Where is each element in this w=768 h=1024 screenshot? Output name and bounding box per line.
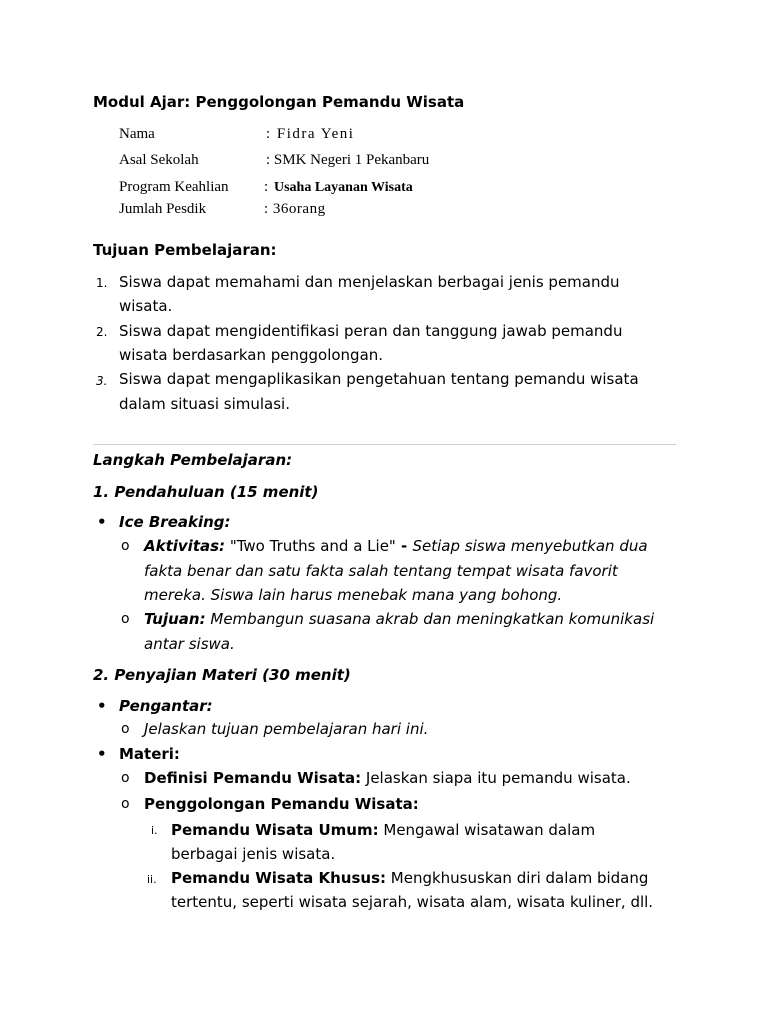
aktivitas-text-1: Setiap siswa menyebutkan dua	[412, 537, 648, 555]
bullet-icon: •	[97, 513, 107, 531]
info-value-sekolah: : SMK Negeri 1 Pekanbaru	[266, 152, 430, 168]
section1-heading: 1. Pendahuluan (15 menit)	[93, 483, 319, 501]
aktivitas-dash: -	[395, 537, 413, 555]
umum-line1	[171, 821, 595, 839]
sub-bullet-icon: o	[121, 721, 130, 737]
khusus-line2: tertentu, seperti wisata sejarah, wisata alam, wisata kuliner, dll.	[171, 893, 654, 911]
info-value-program-colon: :	[264, 179, 269, 195]
bullet-icon: •	[97, 745, 107, 763]
sub-bullet-icon: o	[121, 796, 130, 812]
tujuan-num-1: 1.	[96, 276, 108, 290]
tujuan-item-3-line1: Siswa dapat mengaplikasikan pengetahuan tentang pemandu wisata	[119, 370, 639, 388]
umum-text-1: Mengawal wisatawan dalam	[378, 821, 596, 839]
pengantar-item: Jelaskan tujuan pembelajaran hari ini.	[144, 720, 429, 738]
aktivitas-line1	[144, 537, 648, 555]
tujuan-item-1-line2: wisata.	[119, 297, 173, 315]
roman-num-ii: ii.	[147, 873, 157, 886]
roman-num-i: i.	[151, 824, 158, 837]
horizontal-divider	[93, 444, 676, 445]
info-value-jumlah: : 36orang	[264, 201, 326, 217]
umum-label: Pemandu Wisata Umum:	[171, 821, 379, 839]
info-label-sekolah: Asal Sekolah	[119, 152, 199, 168]
section2-heading: 2. Penyajian Materi (30 menit)	[93, 666, 351, 684]
tujuan-item-2-line1: Siswa dapat mengidentifikasi peran dan tanggung jawab pemandu	[119, 322, 623, 340]
bullet-icon: •	[97, 697, 107, 715]
tujuan-label: Tujuan:	[144, 610, 206, 628]
info-label-jumlah: Jumlah Pesdik	[119, 201, 207, 217]
umum-line2: berbagai jenis wisata.	[171, 845, 336, 863]
khusus-label: Pemandu Wisata Khusus:	[171, 869, 387, 887]
penggolongan-label: Penggolongan Pemandu Wisata:	[144, 795, 419, 813]
info-label-nama: Nama	[119, 126, 155, 142]
definisi-line	[144, 769, 631, 787]
aktivitas-line2: fakta benar dan satu fakta salah tentang tempat wisata favorit	[144, 562, 618, 580]
khusus-text-1: Mengkhususkan diri dalam bidang	[386, 869, 649, 887]
aktivitas-line3: mereka. Siswa lain harus menebak mana yang bohong.	[144, 586, 563, 604]
langkah-heading: Langkah Pembelajaran:	[93, 451, 293, 469]
aktivitas-quote: "Two Truths and a Lie"	[229, 537, 396, 555]
pengantar-label: Pengantar:	[119, 697, 213, 715]
tujuan-item-1-line1: Siswa dapat memahami dan menjelaskan berbagai jenis pemandu	[119, 273, 620, 291]
ice-breaking-label: Ice Breaking:	[119, 513, 231, 531]
definisi-label: Definisi Pemandu Wisata:	[144, 769, 362, 787]
tujuan-text-1: Membangun suasana akrab dan meningkatkan komunikasi	[210, 610, 655, 628]
khusus-line1	[171, 869, 648, 887]
tujuan-num-2: 2.	[96, 325, 108, 339]
page-title: Modul Ajar: Penggolongan Pemandu Wisata	[93, 93, 465, 111]
sub-bullet-icon: o	[121, 611, 130, 627]
tujuan-line2: antar siswa.	[144, 635, 235, 653]
tujuan-item-3-line2: dalam situasi simulasi.	[119, 395, 290, 413]
tujuan-heading: Tujuan Pembelajaran:	[93, 241, 277, 259]
sub-bullet-icon: o	[121, 538, 130, 554]
info-value-nama: : Fidra Yeni	[266, 126, 355, 142]
definisi-text: Jelaskan siapa itu pemandu wisata.	[361, 769, 631, 787]
materi-label: Materi:	[119, 745, 180, 763]
info-value-program: Usaha Layanan Wisata	[274, 180, 413, 195]
tujuan-line1	[144, 610, 654, 628]
aktivitas-label: Aktivitas:	[144, 537, 226, 555]
tujuan-item-2-line2: wisata berdasarkan penggolongan.	[119, 346, 384, 364]
tujuan-num-3: 3.	[96, 374, 108, 388]
sub-bullet-icon: o	[121, 770, 130, 786]
info-label-program: Program Keahlian	[119, 179, 229, 195]
